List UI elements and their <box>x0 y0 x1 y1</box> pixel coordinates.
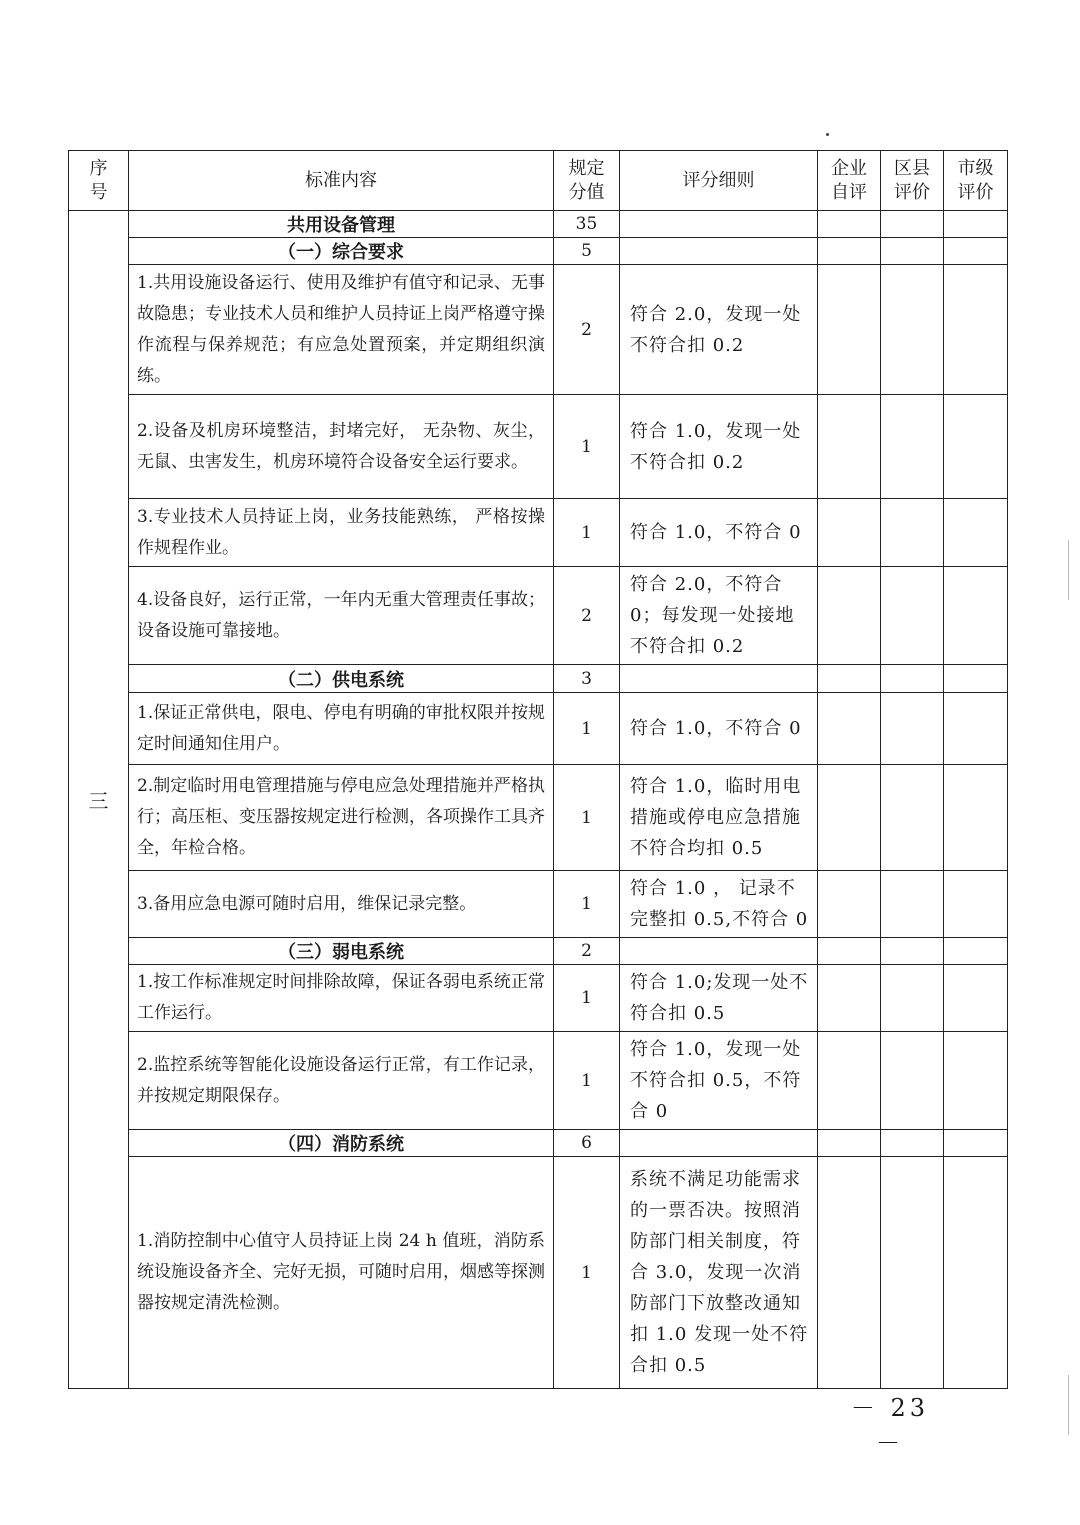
district-eval-cell <box>881 567 944 665</box>
standard-content: 1.共用设施设备运行、使用及维护有值守和记录、无事故隐患；专业技术人员和维护人员持证上岗严格遵守操作流程与保养规范；有应急处置预案，并定期组织演练。 <box>129 265 554 395</box>
category-label: （一）综合要求 <box>129 238 554 265</box>
self-eval-cell <box>818 1032 881 1130</box>
category-label: （二）供电系统 <box>129 665 554 693</box>
self-eval-cell <box>818 938 881 965</box>
city-eval-cell <box>944 265 1008 395</box>
rule-text <box>620 238 818 265</box>
city-eval-cell <box>944 1157 1008 1389</box>
standard-content: 3.专业技术人员持证上岗，业务技能熟练， 严格按操作规程作业。 <box>129 499 554 567</box>
self-eval-cell <box>818 265 881 395</box>
table-row-category <box>69 938 1008 965</box>
district-eval-cell <box>881 1032 944 1130</box>
standard-content: 3.备用应急电源可随时启用，维保记录完整。 <box>129 871 554 938</box>
self-eval-cell <box>818 395 881 499</box>
rule-text: 符合 1.0，临时用电措施或停电应急措施不符合均扣 0.5 <box>620 765 818 871</box>
self-eval-cell <box>818 693 881 765</box>
header-content: 标准内容 <box>129 151 554 211</box>
city-eval-cell <box>944 499 1008 567</box>
district-eval-cell <box>881 1157 944 1389</box>
header-self-eval: 企业 自评 <box>818 151 881 211</box>
score-value: 35 <box>554 211 620 238</box>
city-eval-cell <box>944 1130 1008 1157</box>
district-eval-cell <box>881 938 944 965</box>
score-value: 1 <box>554 395 620 499</box>
city-eval-cell <box>944 765 1008 871</box>
header-city-eval: 市级 评价 <box>944 151 1008 211</box>
table-row <box>69 871 1008 938</box>
score-value: 1 <box>554 693 620 765</box>
standard-content: 2.设备及机房环境整洁，封堵完好， 无杂物、灰尘，无鼠、虫害发生，机房环境符合设备安全运行要求。 <box>129 395 554 499</box>
self-eval-cell <box>818 1130 881 1157</box>
self-eval-cell <box>818 665 881 693</box>
standard-content: 4.设备良好，运行正常，一年内无重大管理责任事故；设备设施可靠接地。 <box>129 567 554 665</box>
district-eval-cell <box>881 238 944 265</box>
city-eval-cell <box>944 871 1008 938</box>
standard-content: 1.保证正常供电，限电、停电有明确的审批权限并按规定时间通知住用户。 <box>129 693 554 765</box>
table-row-category <box>69 211 1008 238</box>
district-eval-cell <box>881 499 944 567</box>
city-eval-cell <box>944 1032 1008 1130</box>
city-eval-cell <box>944 395 1008 499</box>
table-row <box>69 567 1008 665</box>
scan-speck <box>826 133 829 136</box>
table-row-category <box>69 1130 1008 1157</box>
city-eval-cell <box>944 938 1008 965</box>
self-eval-cell <box>818 567 881 665</box>
rule-text: 符合 1.0;发现一处不符合扣 0.5 <box>620 965 818 1032</box>
table-row-category <box>69 238 1008 265</box>
district-eval-cell <box>881 395 944 499</box>
rule-text: 符合 1.0，发现一处不符合扣 0.2 <box>620 395 818 499</box>
standard-content: 1.消防控制中心值守人员持证上岗 24 h 值班，消防系统设施设备齐全、完好无损，可随时启用，烟感等探测器按规定清洗检测。 <box>129 1157 554 1389</box>
self-eval-cell <box>818 211 881 238</box>
district-eval-cell <box>881 665 944 693</box>
score-value: 1 <box>554 965 620 1032</box>
city-eval-cell <box>944 965 1008 1032</box>
city-eval-cell <box>944 238 1008 265</box>
district-eval-cell <box>881 1130 944 1157</box>
score-value: 1 <box>554 1157 620 1389</box>
score-value: 1 <box>554 1032 620 1130</box>
city-eval-cell <box>944 567 1008 665</box>
rule-text: 符合 1.0，发现一处不符合扣 0.5，不符合 0 <box>620 1032 818 1130</box>
header-score: 规定 分值 <box>554 151 620 211</box>
table-row <box>69 765 1008 871</box>
rule-text: 符合 2.0，发现一处不符合扣 0.2 <box>620 265 818 395</box>
rule-text: 符合 2.0，不符合 0；每发现一处接地不符合扣 0.2 <box>620 567 818 665</box>
standard-content: 2.制定临时用电管理措施与停电应急处理措施并严格执行；高压柜、变压器按规定进行检测，各项操作工具齐全，年检合格。 <box>129 765 554 871</box>
score-value: 1 <box>554 499 620 567</box>
score-value: 3 <box>554 665 620 693</box>
self-eval-cell <box>818 765 881 871</box>
score-value: 2 <box>554 938 620 965</box>
table-row <box>69 265 1008 395</box>
header-seq: 序 号 <box>69 151 129 211</box>
table-row-category <box>69 665 1008 693</box>
header-district-eval: 区县 评价 <box>881 151 944 211</box>
rule-text: 符合 1.0 ， 记录不完整扣 0.5,不符合 0 <box>620 871 818 938</box>
standard-content: 2.监控系统等智能化设施设备运行正常，有工作记录，并按规定期限保存。 <box>129 1032 554 1130</box>
category-label: 共用设备管理 <box>129 211 554 238</box>
score-value: 2 <box>554 265 620 395</box>
category-label: （三）弱电系统 <box>129 938 554 965</box>
district-eval-cell <box>881 765 944 871</box>
table-row <box>69 395 1008 499</box>
scoring-table-container <box>68 150 1000 1389</box>
self-eval-cell <box>818 871 881 938</box>
table-row <box>69 965 1008 1032</box>
rule-text <box>620 211 818 238</box>
district-eval-cell <box>881 265 944 395</box>
score-value: 2 <box>554 567 620 665</box>
self-eval-cell <box>818 965 881 1032</box>
city-eval-cell <box>944 665 1008 693</box>
self-eval-cell <box>818 238 881 265</box>
city-eval-cell <box>944 693 1008 765</box>
header-row <box>69 151 1008 211</box>
scan-edge-mark <box>1068 1375 1069 1435</box>
score-value: 5 <box>554 238 620 265</box>
page-number: － 23 － <box>850 1394 930 1457</box>
section-number: 三 <box>69 211 129 1389</box>
header-rules: 评分细则 <box>620 151 818 211</box>
scan-edge-mark <box>1068 540 1069 600</box>
table-row <box>69 1157 1008 1389</box>
score-value: 1 <box>554 871 620 938</box>
self-eval-cell <box>818 1157 881 1389</box>
table-row <box>69 693 1008 765</box>
score-value: 6 <box>554 1130 620 1157</box>
rule-text <box>620 665 818 693</box>
table-row <box>69 1032 1008 1130</box>
standard-content: 1.按工作标准规定时间排除故障，保证各弱电系统正常工作运行。 <box>129 965 554 1032</box>
rule-text: 符合 1.0，不符合 0 <box>620 693 818 765</box>
rule-text: 符合 1.0，不符合 0 <box>620 499 818 567</box>
score-value: 1 <box>554 765 620 871</box>
district-eval-cell <box>881 871 944 938</box>
rule-text: 系统不满足功能需求的一票否决。按照消防部门相关制度，符合 3.0，发现一次消防部门下放整改通知扣 1.0 发现一处不符合扣 0.5 <box>620 1157 818 1389</box>
district-eval-cell <box>881 965 944 1032</box>
rule-text <box>620 938 818 965</box>
table-row <box>69 499 1008 567</box>
district-eval-cell <box>881 693 944 765</box>
rule-text <box>620 1130 818 1157</box>
scoring-table <box>68 150 1008 1389</box>
district-eval-cell <box>881 211 944 238</box>
category-label: （四）消防系统 <box>129 1130 554 1157</box>
self-eval-cell <box>818 499 881 567</box>
city-eval-cell <box>944 211 1008 238</box>
